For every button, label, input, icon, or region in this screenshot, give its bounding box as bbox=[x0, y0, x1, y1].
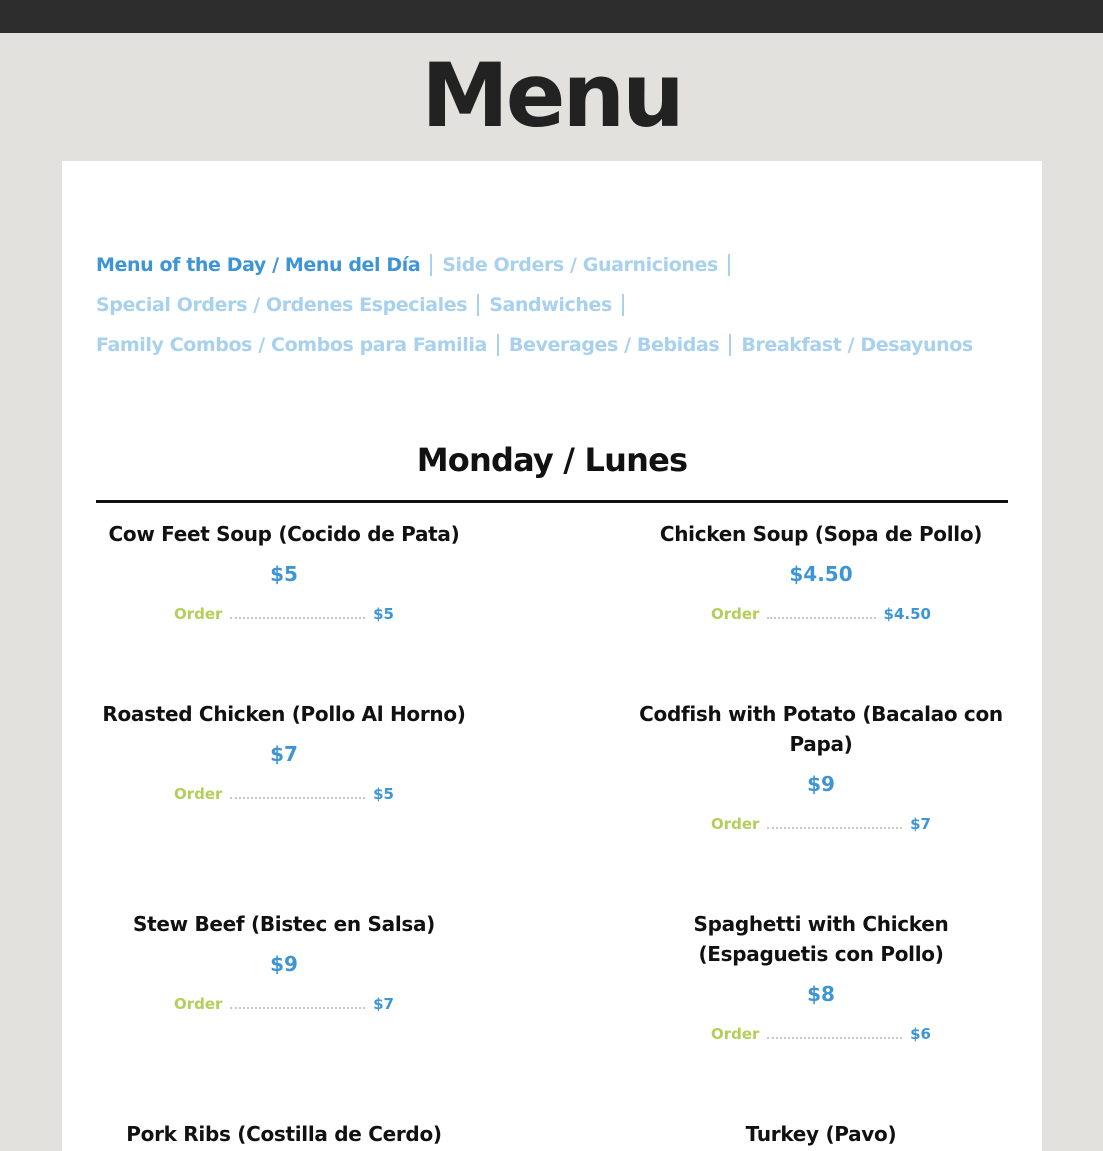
order-row bbox=[174, 603, 394, 623]
nav-menu-of-the-day[interactable]: Menu of the Day / Menu del Día bbox=[96, 254, 421, 276]
nav-separator bbox=[497, 334, 499, 356]
menu-item bbox=[633, 1119, 1009, 1149]
menu-item bbox=[96, 519, 472, 623]
order-row bbox=[711, 813, 931, 833]
dotted-leader bbox=[767, 827, 902, 829]
dotted-leader bbox=[230, 1007, 365, 1009]
dotted-leader bbox=[767, 1037, 902, 1039]
item-name: Spaghetti with Chicken (Espaguetis con Pollo) bbox=[693, 912, 949, 966]
day-divider bbox=[96, 500, 1008, 503]
dotted-leader bbox=[767, 617, 875, 619]
item-price: $7 bbox=[270, 742, 298, 766]
nav-row bbox=[96, 285, 1026, 325]
order-price: $7 bbox=[373, 995, 394, 1013]
nav-beverages[interactable]: Beverages / Bebidas bbox=[508, 334, 720, 356]
dotted-leader bbox=[230, 617, 365, 619]
category-nav bbox=[96, 245, 1026, 365]
order-row bbox=[174, 783, 394, 803]
item-price: $4.50 bbox=[789, 562, 853, 586]
nav-row bbox=[96, 245, 1026, 285]
item-price: $5 bbox=[270, 562, 298, 586]
order-link[interactable]: Order bbox=[174, 995, 223, 1013]
nav-separator bbox=[622, 294, 624, 316]
nav-side-orders[interactable]: Side Orders / Guarniciones bbox=[442, 254, 718, 276]
order-link[interactable]: Order bbox=[174, 605, 223, 623]
nav-family-combos[interactable]: Family Combos / Combos para Familia bbox=[96, 334, 487, 356]
order-link[interactable]: Order bbox=[711, 815, 760, 833]
top-bar bbox=[0, 0, 1103, 33]
order-row bbox=[711, 603, 931, 623]
order-link[interactable]: Order bbox=[711, 1025, 760, 1043]
menu-item bbox=[96, 909, 472, 1013]
order-row bbox=[174, 993, 394, 1013]
order-price: $6 bbox=[910, 1025, 931, 1043]
order-price: $4.50 bbox=[883, 605, 931, 623]
nav-separator bbox=[477, 294, 479, 316]
order-link[interactable]: Order bbox=[711, 605, 760, 623]
nav-row bbox=[96, 325, 1026, 365]
menu-item bbox=[96, 1119, 472, 1149]
nav-special-orders[interactable]: Special Orders / Ordenes Especiales bbox=[96, 294, 468, 316]
menu-panel bbox=[62, 161, 1042, 1151]
order-price: $5 bbox=[373, 605, 394, 623]
item-name: Stew Beef (Bistec en Salsa) bbox=[132, 912, 436, 936]
menu-item bbox=[633, 699, 1009, 833]
order-row bbox=[711, 1023, 931, 1043]
order-price: $7 bbox=[910, 815, 931, 833]
nav-sandwiches[interactable]: Sandwiches bbox=[489, 294, 612, 316]
dotted-leader bbox=[230, 797, 365, 799]
item-price: $9 bbox=[807, 772, 835, 796]
item-name: Chicken Soup (Sopa de Pollo) bbox=[659, 522, 983, 546]
nav-separator bbox=[729, 334, 731, 356]
item-name: Roasted Chicken (Pollo Al Horno) bbox=[102, 702, 466, 726]
page-title: Menu bbox=[421, 44, 682, 147]
order-link[interactable]: Order bbox=[174, 785, 223, 803]
order-price: $5 bbox=[373, 785, 394, 803]
menu-item bbox=[633, 519, 1009, 623]
item-name: Cow Feet Soup (Cocido de Pata) bbox=[108, 522, 460, 546]
day-title: Monday / Lunes bbox=[416, 441, 688, 479]
menu-item bbox=[96, 699, 472, 803]
item-price: $9 bbox=[270, 952, 298, 976]
menu-item bbox=[633, 909, 1009, 1043]
item-name: Codfish with Potato (Bacalao con Papa) bbox=[639, 702, 1003, 756]
nav-breakfast[interactable]: Breakfast / Desayunos bbox=[741, 334, 973, 356]
item-name: Turkey (Pavo) bbox=[745, 1122, 897, 1146]
nav-separator bbox=[430, 254, 432, 276]
item-price: $8 bbox=[807, 982, 835, 1006]
item-name: Pork Ribs (Costilla de Cerdo) bbox=[126, 1122, 442, 1146]
nav-separator bbox=[728, 254, 730, 276]
